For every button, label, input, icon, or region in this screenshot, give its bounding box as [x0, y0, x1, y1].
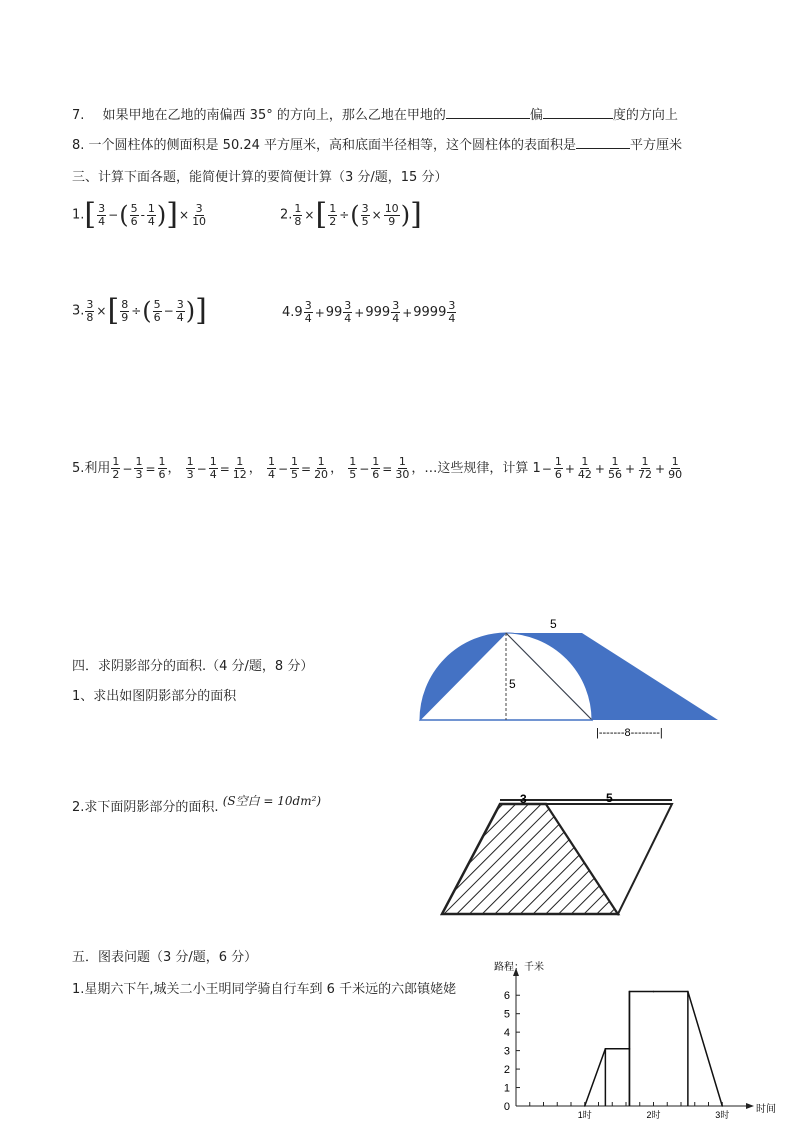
section-5-question-1: 1.星期六下午,城关二小王明同学骑自行车到 6 千米远的六郎镇姥姥 — [72, 982, 457, 997]
data-point — [721, 1105, 723, 1107]
blank-area-note: (S空白 = 10dm²) — [222, 794, 322, 808]
calc-problem-3: 3. $\frac{3}{8}$ ×[ $\frac{8}{9}$ ÷( $\frac{5}{6}$ − $\frac{3}{4}$ )] — [72, 293, 207, 328]
section-4-question-2: 2.求下面阴影部分的面积. (S空白 = 10dm²) — [72, 794, 322, 815]
calc-problem-2: 2. $\frac{1}{8}$ ×[ $\frac{1}{2}$ ÷( $\frac{3}{5}$ × $\frac{10}{9}$ )] — [280, 197, 422, 232]
x-tick-label: 3时 — [715, 1110, 730, 1120]
problem-label: 4. — [282, 305, 295, 320]
q7-blank-1[interactable] — [446, 106, 530, 119]
q8-blank[interactable] — [576, 136, 630, 149]
figure-2-parallelogram — [438, 792, 682, 920]
q8-text-a: 8. 一个圆柱体的侧面积是 50.24 平方厘米，高和底面半径相等，这个圆柱体的表面积是 — [72, 138, 577, 153]
q7-text-a: 如果甲地在乙地的南偏西 35° 的方向上，那么乙地在甲地的 — [102, 108, 446, 123]
y-tick-label: 0 — [503, 1101, 510, 1113]
problem-label: 3. — [72, 303, 85, 319]
x-axis-arrow — [746, 1103, 754, 1109]
y-axis-label: 路程：千米 — [494, 962, 544, 973]
q7-blank-2[interactable] — [543, 106, 613, 119]
q7-text-b: 偏 — [529, 108, 543, 123]
data-point — [605, 1048, 607, 1050]
q7-text-c: 度的方向上 — [612, 108, 678, 123]
bracket-open: [ — [84, 197, 97, 232]
fraction: $\frac{3}{4}$ — [98, 201, 106, 228]
data-point — [584, 1105, 586, 1107]
bracket-close: ] — [166, 197, 178, 232]
x-axis-label: 时间 — [756, 1104, 776, 1115]
q8-text-b: 平方厘米 — [630, 138, 683, 153]
question-8 — [72, 134, 682, 153]
fraction: $\frac{5}{6}$ — [130, 201, 138, 228]
calc-problem-5: 5.利用 $\frac{1}{2}$ − $\frac{1}{3}$ = $\frac{1}{6}$ ， $\frac{1}{3}$ − $\frac{1}{4}$ = $\frac{1}{12}$ ， $\frac{1}{4}$ − $\frac{1}{5}$ = $\frac{1}{20}$ ， $\frac{1}{5}$ − $\frac{1}{6}$ = $\frac{1}{30}$ ，…这些规律，计算 1− $\frac{1}{6}$ + $\frac{1}{42}$ + $\frac{1}{56}$ + $\frac{1}{72}$ + $\frac{1}{90}$ — [72, 455, 683, 481]
bottom-length-label: |-------8--------| — [596, 727, 663, 739]
distance-time-chart — [488, 962, 776, 1122]
fraction: $\frac{1}{4}$ — [147, 201, 155, 228]
data-point — [653, 991, 655, 993]
y-tick-label: 2 — [503, 1064, 510, 1077]
y-tick-label: 4 — [503, 1027, 510, 1040]
calc-problem-1: 1.[ $\frac{3}{4}$ −( $\frac{5}{6}$ - $\frac{1}{4}$ )]× $\frac{3}{10}$ — [72, 197, 207, 232]
calc-problem-4: 4.9 $\frac{3}{4}$ +99 $\frac{3}{4}$ +999 $\frac{3}{4}$ +9999 $\frac{3}{4}$ — [282, 299, 456, 325]
section-3-title: 三、计算下面各题，能简便计算的要简便计算（3 分/题，15 分） — [72, 170, 448, 185]
x-tick-label: 2时 — [646, 1110, 661, 1120]
top-left-label: 3 — [520, 792, 527, 806]
fraction: $\frac{3}{10}$ — [192, 201, 207, 228]
height-label: 5 — [509, 677, 516, 691]
problem-label: 2. — [280, 207, 293, 223]
question-7 — [72, 104, 678, 123]
y-tick-label: 5 — [503, 1008, 510, 1021]
problem-label: 1. — [72, 207, 85, 223]
figure-1-shaded-area — [414, 612, 724, 742]
data-point — [629, 1048, 631, 1050]
x-tick-label: 1时 — [577, 1110, 592, 1120]
section-4-question-1: 1、求出如图阴影部分的面积 — [72, 689, 237, 704]
top-right-label: 5 — [606, 791, 613, 805]
q7-number: 7. — [72, 108, 85, 123]
top-length-label: 5 — [550, 617, 557, 631]
section-5-title: 五．图表问题（3 分/题，6 分） — [72, 950, 258, 965]
y-tick-label: 6 — [503, 990, 510, 1003]
problem-label: 5.利用 — [72, 461, 111, 476]
section-4-title: 四．求阴影部分的面积.（4 分/题，8 分） — [72, 659, 314, 674]
y-tick-label: 1 — [503, 1082, 510, 1095]
y-tick-label: 3 — [503, 1045, 510, 1058]
data-point — [687, 991, 689, 993]
data-point — [629, 991, 631, 993]
